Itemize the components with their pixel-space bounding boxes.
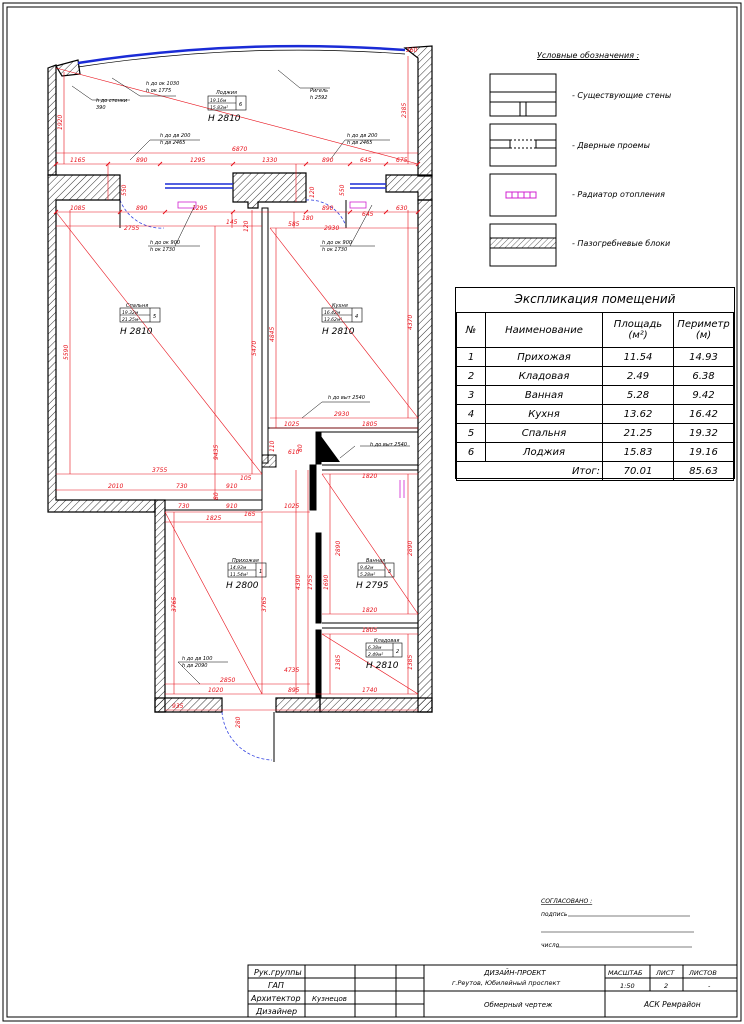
table-row: [457, 424, 734, 443]
dim-145: 145: [226, 219, 238, 226]
legend-existing-walls: - Существующие стены: [572, 91, 672, 100]
room-height-kitchen: Н 2810: [322, 327, 355, 337]
room-area-bathroom: 5.28м²: [360, 573, 376, 578]
cell-blank: [457, 462, 486, 481]
approval-date-label: число: [541, 942, 560, 949]
dim-895: 895: [288, 687, 300, 694]
stamp-role-group-lead: Рук.группы: [254, 968, 302, 977]
note-wall-h-1: h до стенки: [96, 98, 128, 104]
cell-name: Лоджия: [486, 443, 603, 462]
dim-1920: 1920: [57, 114, 64, 130]
dim-5590: 5590: [63, 344, 70, 360]
dim-80: 80: [297, 444, 304, 452]
cell-area: 21.25: [603, 424, 674, 443]
stamp-sheets-label: ЛИСТОВ: [689, 969, 717, 977]
room-number-hall: 1: [259, 569, 263, 575]
table-row: [457, 386, 734, 405]
dim-2755: 2755: [124, 225, 140, 232]
dim-630: 630: [396, 205, 408, 212]
cell-number: 4: [457, 405, 486, 424]
cell-number: 1: [457, 348, 486, 367]
note-door-left-1: h до дв 200: [160, 133, 191, 139]
room-height-bedroom: Н 2810: [120, 327, 153, 337]
room-name-storage: Кладовая: [374, 638, 400, 644]
total-label: Итог:: [486, 462, 603, 481]
dim-1295: 1295: [190, 157, 206, 164]
dim-550b: 550: [339, 184, 346, 196]
note-door-right-2: h дв 2465: [347, 140, 373, 146]
note-window-left-2: h ок 1730: [150, 247, 176, 253]
table-row: [457, 348, 734, 367]
dim-550a: 550: [121, 184, 128, 196]
cell-perimeter: 6.38: [674, 367, 734, 386]
explication-title: Экспликация помещений: [514, 292, 676, 306]
note-door-left-2: h дв 2465: [160, 140, 186, 146]
dim-1025b: 1025: [284, 503, 300, 510]
dim-2930a: 2930: [324, 225, 340, 232]
cell-perimeter: 19.16: [674, 443, 734, 462]
dim-80b: 80: [213, 492, 220, 500]
dim-120b: 120: [243, 220, 250, 232]
note-loggia-window-2: h ок 1775: [146, 88, 172, 94]
dim-1385b: 1385: [407, 654, 414, 670]
note-loggia-window-1: h до ок 1030: [146, 81, 180, 87]
cell-number: 5: [457, 424, 486, 443]
dim-360: 360: [406, 47, 418, 54]
cell-name: Прихожая: [486, 348, 603, 367]
dim-585: 585: [288, 221, 300, 228]
room-perimeter-bedroom: 19.32м: [122, 311, 139, 316]
dim-165: 165: [244, 511, 256, 518]
cell-area: 5.28: [603, 386, 674, 405]
room-area-storage: 2.49м²: [368, 653, 384, 658]
room-number-bedroom: 5: [153, 314, 157, 320]
room-number-bathroom: 3: [388, 569, 392, 575]
room-perimeter-kitchen: 16.42м: [324, 311, 341, 316]
dim-2010: 2010: [108, 483, 124, 490]
dim-1690: 1690: [323, 574, 330, 590]
dim-910b: 910: [226, 503, 238, 510]
dim-180: 180: [302, 215, 314, 222]
dim-4735: 4735: [284, 667, 300, 674]
cell-name: Кухня: [486, 405, 603, 424]
dim-110: 110: [269, 440, 276, 452]
dim-3755: 3755: [152, 467, 168, 474]
dim-1165: 1165: [70, 157, 86, 164]
room-name-bathroom: Ванная: [366, 558, 386, 564]
cell-perimeter: 19.32: [674, 424, 734, 443]
stamp-role-gap: ГАП: [268, 981, 284, 990]
room-height-hall: Н 2800: [226, 581, 259, 591]
dim-3765a: 3765: [171, 596, 178, 612]
dim-1330: 1330: [262, 157, 278, 164]
legend-radiator: - Радиатор отопления: [572, 190, 665, 199]
total-perimeter: 85.63: [674, 462, 734, 481]
dim-890c: 890: [136, 205, 148, 212]
room-number-kitchen: 4: [355, 314, 359, 320]
dim-1295b: 1295: [192, 205, 208, 212]
dim-3765b: 3765: [261, 596, 268, 612]
room-area-loggia: 15.83м²: [210, 106, 229, 111]
room-perimeter-bathroom: 9.42м: [360, 566, 374, 571]
room-perimeter-storage: 6.38м: [368, 646, 382, 651]
dim-645: 645: [360, 157, 372, 164]
cell-area: 11.54: [603, 348, 674, 367]
dim-1825: 1825: [206, 515, 222, 522]
stamp-scale: 1:50: [620, 982, 635, 990]
dim-1820b: 1820: [362, 607, 378, 614]
legend-title: Условные обозначения :: [537, 51, 640, 60]
dim-645b: 645: [362, 211, 374, 218]
room-perimeter-hall: 14.93м: [230, 566, 247, 571]
note-rigel-2: h 2592: [310, 95, 328, 101]
approval-lines: [541, 916, 694, 947]
cell-name: Ванная: [486, 386, 603, 405]
room-number-loggia: 6: [239, 102, 243, 108]
note-window-right-2: h ок 1730: [322, 247, 348, 253]
dim-1820a: 1820: [362, 473, 378, 480]
stamp-role-designer: Дизайнер: [256, 1007, 298, 1016]
dim-2890a: 2890: [335, 540, 342, 556]
room-perimeter-loggia: 19.16м: [210, 99, 227, 104]
dim-1025a: 1025: [284, 421, 300, 428]
dim-2385: 2385: [401, 102, 408, 118]
dim-2890b: 2890: [407, 540, 414, 556]
stamp-role-architect: Архитектор: [251, 994, 301, 1003]
note-window-left-1: h до ок 900: [150, 240, 181, 246]
note-beam-2: h до выт 2540: [370, 442, 407, 448]
room-height-loggia: Н 2810: [208, 114, 241, 124]
dim-2930b: 2930: [334, 411, 350, 418]
stamp-sheets-count: -: [708, 982, 711, 990]
dim-890b: 890: [322, 157, 334, 164]
room-name-hall: Прихожая: [232, 558, 259, 564]
dim-6870: 6870: [232, 146, 248, 153]
dim-1740: 1740: [362, 687, 378, 694]
dim-730a: 730: [176, 483, 188, 490]
cell-area: 2.49: [603, 367, 674, 386]
dim-4370: 4370: [407, 314, 414, 330]
stamp-scale-label: МАСШТАБ: [608, 969, 643, 977]
col-area-header: Площадь (м²): [603, 313, 674, 348]
dim-105: 105: [240, 475, 252, 482]
room-name-bedroom: Спальня: [126, 303, 149, 309]
cell-number: 2: [457, 367, 486, 386]
dim-1805b: 1805: [362, 627, 378, 634]
room-height-bathroom: Н 2795: [356, 581, 389, 591]
note-wall-h-2: 390: [96, 105, 106, 111]
room-area-kitchen: 13.62м²: [324, 318, 343, 323]
dim-1805a: 1805: [362, 421, 378, 428]
legend-door-openings: - Дверные проемы: [572, 141, 650, 150]
room-name-loggia: Лоджия: [216, 90, 238, 96]
total-row: [457, 462, 734, 481]
stamp-address: г.Реутов, Юбилейный проспект: [452, 979, 561, 987]
dim-890a: 890: [136, 157, 148, 164]
note-rigel-1: Ригель: [310, 88, 329, 94]
cell-number: 6: [457, 443, 486, 462]
beam-hatch: [321, 436, 340, 462]
stamp-architect-name: Кузнецов: [312, 995, 347, 1003]
dim-1385a: 1385: [335, 654, 342, 670]
table-row: [457, 405, 734, 424]
total-area: 70.01: [603, 462, 674, 481]
dim-935: 935: [172, 703, 184, 710]
stamp-project-title: ДИЗАЙН-ПРОЕКТ: [484, 969, 546, 977]
table-row: [457, 367, 734, 386]
dim-890d: 890: [322, 205, 334, 212]
cell-area: 13.62: [603, 405, 674, 424]
dim-9435: 9435: [213, 444, 220, 460]
dim-910a: 910: [226, 483, 238, 490]
room-name-kitchen: Кухня: [332, 303, 348, 309]
room-number-storage: 2: [396, 649, 400, 655]
room-height-storage: Н 2810: [366, 661, 399, 671]
room-area-hall: 11.54м²: [230, 573, 249, 578]
dim-1755: 1755: [307, 574, 314, 590]
stamp-drawing-name: Обмерный чертеж: [484, 1001, 553, 1009]
cell-perimeter: 9.42: [674, 386, 734, 405]
room-area-bedroom: 21.25м²: [122, 318, 141, 323]
dim-675: 675: [396, 157, 408, 164]
dim-4845: 4845: [269, 326, 276, 342]
stamp-sheet-number: 2: [664, 982, 669, 990]
dim-5470: 5470: [251, 340, 258, 356]
note-window-right-1: h до ок 900: [322, 240, 353, 246]
cell-number: 3: [457, 386, 486, 405]
dim-120a: 120: [309, 186, 316, 198]
col-number-header: №: [457, 313, 486, 348]
approval-title: СОГЛАСОВАНО :: [541, 898, 593, 905]
dim-610: 610: [288, 449, 300, 456]
cell-perimeter: 16.42: [674, 405, 734, 424]
note-entry-door-2: h дв 2090: [182, 663, 208, 669]
note-beam-1: h до выт 2540: [328, 395, 365, 401]
col-name-header: Наименование: [486, 313, 603, 348]
dim-280: 280: [235, 716, 242, 728]
explication-grid: [456, 312, 734, 481]
col-perimeter-header: Периметр (м): [674, 313, 734, 348]
stamp-company: АСК Ремрайон: [644, 1000, 701, 1009]
table-row: [457, 443, 734, 462]
loggia-glazing-inner: [78, 50, 405, 67]
dim-4390: 4390: [295, 574, 302, 590]
cell-name: Кладовая: [486, 367, 603, 386]
dim-730b: 730: [178, 503, 190, 510]
dim-1085: 1085: [70, 205, 86, 212]
cell-area: 15.83: [603, 443, 674, 462]
room-explication-table: [455, 287, 735, 479]
legend-symbols: [490, 74, 556, 266]
cell-name: Спальня: [486, 424, 603, 443]
stamp-sheet-label: ЛИСТ: [656, 969, 675, 977]
note-entry-door-1: h до дв 100: [182, 656, 213, 662]
legend-tongue-groove-blocks: - Пазогребневые блоки: [572, 239, 671, 248]
approval-sign-label: подпись: [541, 911, 568, 918]
note-door-right-1: h до дв 200: [347, 133, 378, 139]
dim-1020: 1020: [208, 687, 224, 694]
dim-2850: 2850: [220, 677, 236, 684]
cell-perimeter: 14.93: [674, 348, 734, 367]
